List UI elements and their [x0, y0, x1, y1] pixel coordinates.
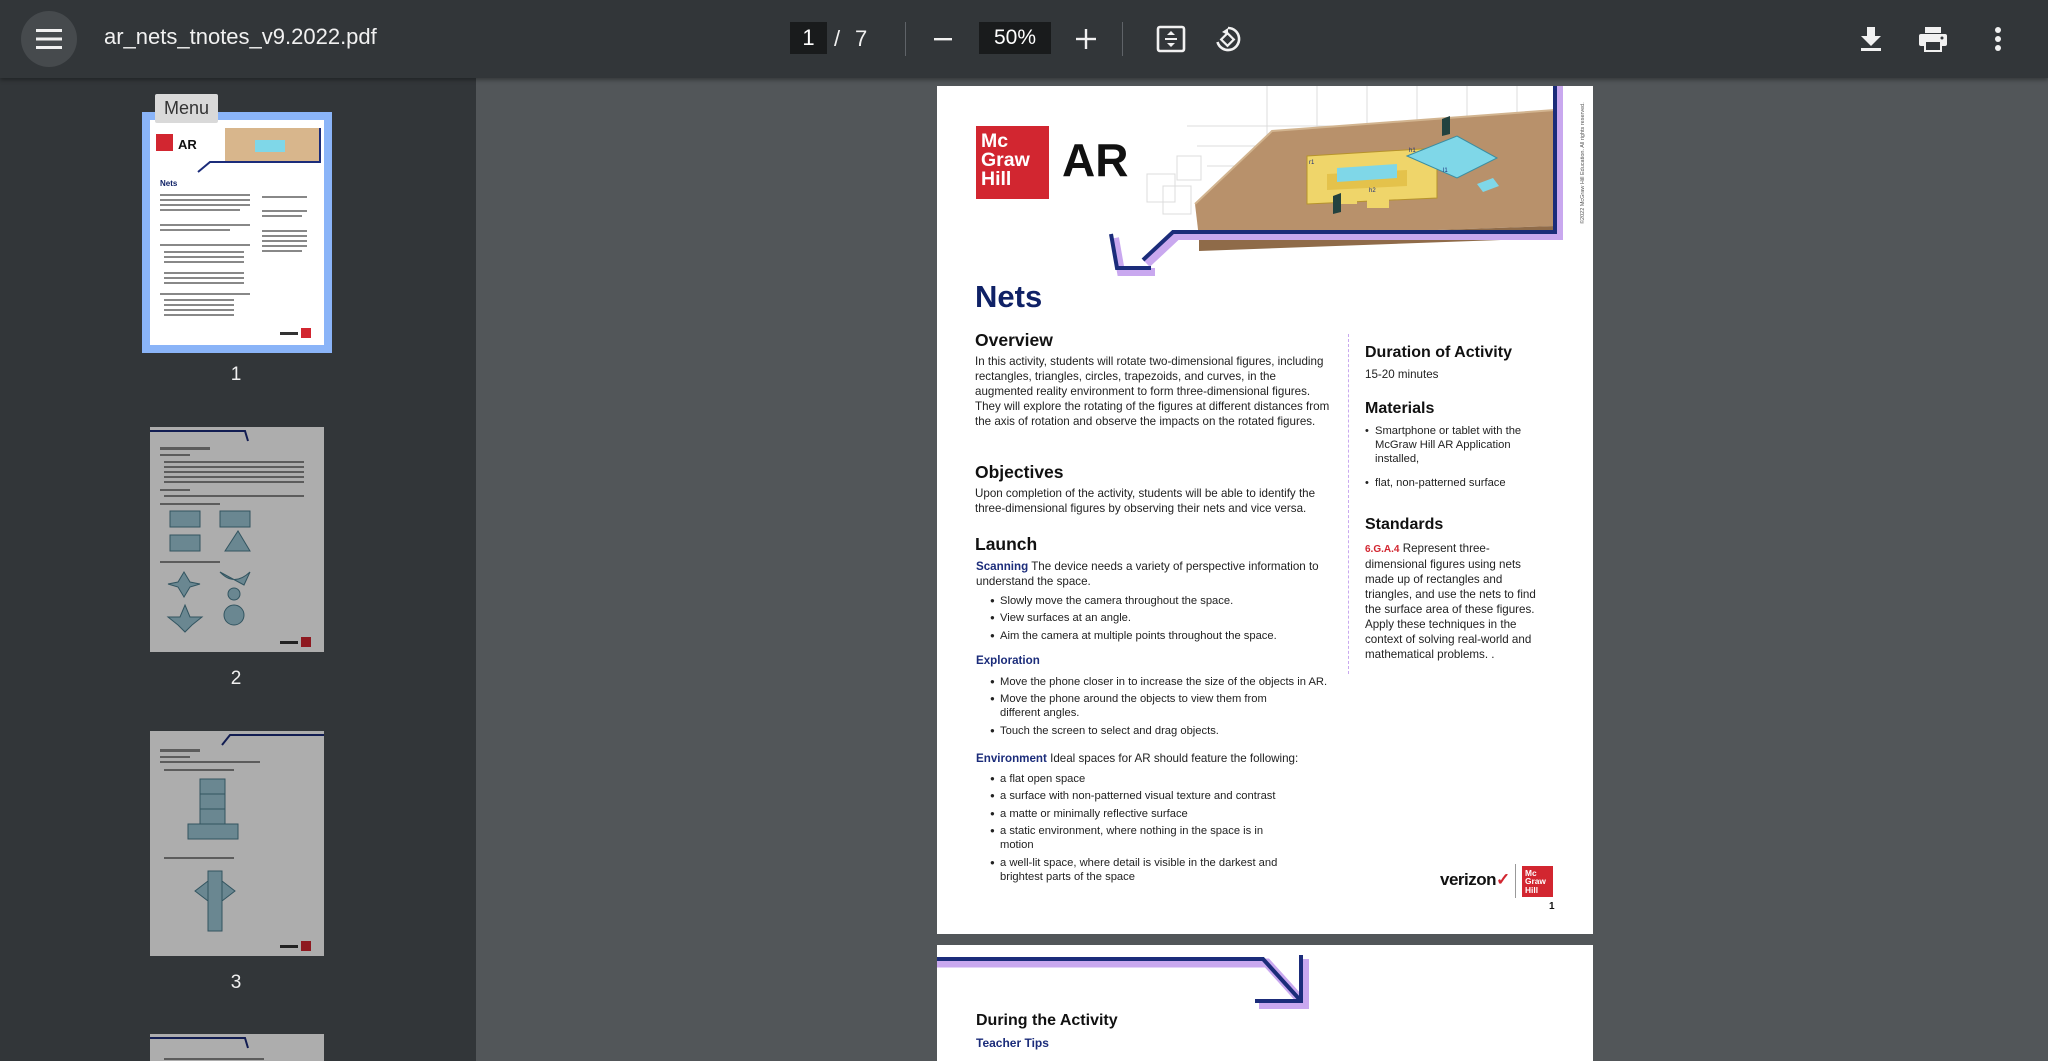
- standard-code: 6.G.A.4: [1365, 544, 1400, 555]
- verizon-check-icon: ✓: [1496, 870, 1510, 889]
- rotate-icon: [1213, 24, 1243, 54]
- list-item: ● a well-lit space, where detail is visible in the darkest and brightest parts of the space: [990, 856, 1285, 884]
- section-subheading: Teacher Tips: [976, 1036, 1049, 1050]
- list-item: ● Touch the screen to select and drag objects.: [990, 724, 1330, 738]
- pdf-toolbar: [0, 0, 2048, 78]
- page-header-arrow: [937, 945, 1593, 1015]
- list-item: • flat, non-patterned surface: [1365, 476, 1540, 490]
- materials-list: [1365, 424, 1540, 493]
- zoom-level-input[interactable]: 50%: [979, 22, 1051, 54]
- footer-divider: [1515, 864, 1516, 898]
- zoom-in-button[interactable]: [1069, 22, 1103, 56]
- thumbnail-page-number: 2: [230, 668, 242, 689]
- svg-text:h1: h1: [1409, 148, 1416, 154]
- fit-page-icon: [1156, 25, 1186, 53]
- svg-text:r1: r1: [1309, 160, 1315, 166]
- thumbnail-preview: [150, 1034, 324, 1061]
- list-item: ● View surfaces at an angle.: [990, 611, 1330, 625]
- page-number: 1: [1549, 901, 1555, 912]
- toolbar-divider: [905, 22, 906, 56]
- pdf-page-1: [937, 86, 1593, 934]
- zoom-out-button[interactable]: [926, 22, 960, 56]
- scanning-paragraph: [976, 559, 1336, 589]
- pdf-page-2: [937, 945, 1593, 1061]
- objectives-heading: Objectives: [975, 462, 1064, 482]
- standard-description: Represent three-dimensional figures using nets made up of rectangles and triangles, and use the nets to find the surface area of these figures. Apply these techniques in the context of solving real-world and mathematical problems. .: [1365, 542, 1536, 661]
- section-heading: During the Activity: [976, 1012, 1118, 1029]
- list-item: ● Aim the camera at multiple points throughout the space.: [990, 629, 1330, 643]
- minus-icon: [933, 29, 953, 49]
- standards-text: [1365, 541, 1547, 662]
- more-options-button[interactable]: [1980, 21, 2016, 57]
- hamburger-menu-icon: [36, 28, 62, 50]
- verizon-logo: [1440, 870, 1510, 890]
- thumbnail-page-1[interactable]: [150, 120, 324, 345]
- print-button[interactable]: [1915, 21, 1951, 57]
- launch-heading: Launch: [975, 534, 1038, 554]
- mcgraw-hill-footer-logo: [1522, 866, 1553, 897]
- thumbnail-page-2[interactable]: [150, 427, 324, 652]
- logo-text: Graw: [981, 149, 1030, 171]
- ar-brand-title: AR: [1062, 134, 1129, 186]
- logo-text: Mc: [1525, 868, 1537, 878]
- environment-label: Environment: [976, 752, 1047, 765]
- list-item: ● a surface with non-patterned visual texture and contrast: [990, 789, 1290, 803]
- page-total: 7: [855, 26, 868, 51]
- page-title: Nets: [975, 279, 1043, 314]
- mcgraw-hill-logo: [976, 126, 1049, 199]
- fit-to-page-button[interactable]: [1153, 21, 1189, 57]
- column-divider: [1348, 334, 1349, 674]
- thumbnail-page-4[interactable]: [150, 1034, 324, 1061]
- environment-list: [990, 772, 1290, 887]
- thumbnail-preview: [150, 120, 324, 345]
- printer-icon: [1918, 26, 1948, 52]
- menu-button[interactable]: [21, 11, 77, 67]
- logo-text: Hill: [981, 168, 1012, 190]
- scanning-label: Scanning: [976, 560, 1029, 573]
- logo-text: Hill: [1525, 884, 1539, 895]
- exploration-label: Exploration: [976, 654, 1040, 667]
- toolbar-divider: [1122, 22, 1123, 56]
- verizon-wordmark: verizon: [1440, 870, 1497, 889]
- list-item: ● a flat open space: [990, 772, 1290, 786]
- thumbnail-page-3[interactable]: [150, 731, 324, 956]
- standards-heading: Standards: [1365, 516, 1444, 533]
- svg-text:AR: AR: [178, 137, 197, 152]
- logo-text: Graw: [1525, 876, 1546, 887]
- scanning-list: [990, 594, 1330, 646]
- page-number-input[interactable]: 1: [790, 22, 827, 54]
- thumbnail-preview: [150, 427, 324, 652]
- svg-text:l1: l1: [1443, 168, 1448, 174]
- list-item: ● a matte or minimally reflective surface: [990, 807, 1290, 821]
- svg-text:h2: h2: [1369, 188, 1376, 194]
- scanning-text: The device needs a variety of perspective information to understand the space.: [976, 560, 1319, 588]
- duration-text: 15-20 minutes: [1365, 368, 1439, 381]
- overview-text: In this activity, students will rotate two-dimensional figures, including rectangles, triangles, circles, trapezoids, and curves, in the augmented reality environment to form three-dimensional figures. They will explore the rotating of the figures at different distances from the axis of rotation and observe the impacts on the rotated figures.: [975, 355, 1330, 428]
- thumbnail-page-number: 1: [230, 364, 242, 385]
- list-item: ● a static environment, where nothing in the space is in motion: [990, 824, 1290, 852]
- exploration-list: [990, 675, 1330, 741]
- svg-text:Nets: Nets: [160, 179, 178, 188]
- document-title: ar_nets_tnotes_v9.2022.pdf: [104, 24, 377, 49]
- more-vertical-icon: [1994, 26, 2002, 52]
- logo-text: Mc: [981, 130, 1009, 152]
- plus-icon: [1075, 28, 1097, 50]
- objectives-text: Upon completion of the activity, students will be able to identify the three-dimensional figures by observing their nets and vice versa.: [975, 487, 1316, 515]
- menu-tooltip: Menu: [155, 94, 218, 123]
- environment-text: Ideal spaces for AR should feature the following:: [1050, 752, 1299, 765]
- duration-heading: Duration of Activity: [1365, 344, 1512, 361]
- list-item: ● Slowly move the camera throughout the space.: [990, 594, 1330, 608]
- materials-heading: Materials: [1365, 400, 1435, 417]
- thumbnail-preview: [150, 731, 324, 956]
- download-button[interactable]: [1853, 21, 1889, 57]
- page-separator: /: [834, 26, 841, 51]
- rotate-button[interactable]: [1210, 21, 1246, 57]
- copyright-notice: ©2022 McGraw Hill Education. All rights reserved.: [1580, 102, 1586, 224]
- overview-heading: Overview: [975, 330, 1053, 350]
- thumbnail-sidebar[interactable]: [0, 78, 476, 1061]
- list-item: ● Move the phone closer in to increase the size of the objects in AR.: [990, 675, 1330, 689]
- download-icon: [1859, 26, 1883, 52]
- list-item: ● Move the phone around the objects to view them from different angles.: [990, 692, 1280, 720]
- list-item: • Smartphone or tablet with the McGraw Hill AR Application installed,: [1365, 424, 1540, 466]
- environment-paragraph: [976, 751, 1336, 766]
- thumbnail-page-number: 3: [230, 972, 242, 993]
